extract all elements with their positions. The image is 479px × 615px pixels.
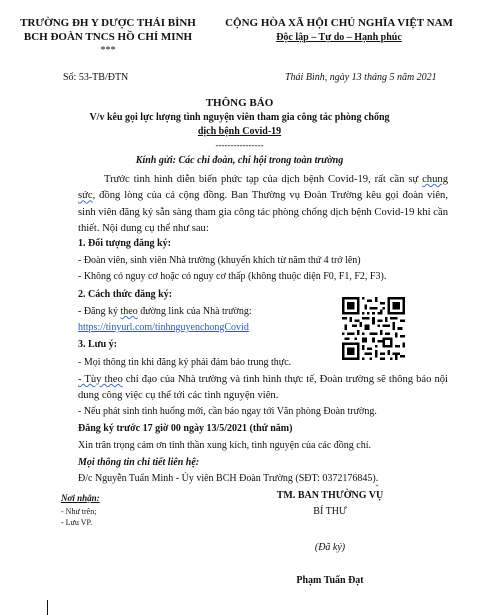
thanks-line: Xin trân trọng cảm ơn tinh thần xung kích, tình nguyện của các đồng chí. (78, 440, 371, 451)
section-1-title: 1. Đối tượng đăng ký: (78, 238, 171, 249)
subject-line-1: V/v kêu gọi lực lượng tình nguyện viên tham gia công tác phòng chống (89, 112, 390, 123)
section-3-item-1: - Mọi thông tin khi đăng ký phải đảm bảo trung thực. (78, 357, 292, 368)
section-1-item-2: - Không có nguy cơ hoặc có nguy cơ thấp (không thuộc diện F0, F1, F2, F3). (78, 271, 387, 282)
section-3-item-2: - Tùy theo chỉ đạo của Nhà trường và tình hình thực tế, Đoàn trường sẽ thông báo nội dung công việc cụ thể tới các tình nguyện viên. (78, 374, 449, 402)
section-2-item: - Đăng ký theo đường link của Nhà trường: (78, 306, 252, 317)
recipient-item: - Lưu VP. (61, 518, 93, 527)
recipient-item: - Như trên; (61, 507, 97, 516)
margin-marker (47, 600, 48, 615)
contact-info: Đ/c Nguyễn Tuấn Minh - Ủy viên BCH Đoàn Trường (SĐT: 0372176845). (78, 473, 379, 484)
signed-mark: (Đã ký) (314, 542, 346, 553)
document-number: Số: 53-TB/ĐTN (63, 72, 129, 83)
stars: *** (100, 45, 116, 56)
signature-org: TM. BAN THƯỜNG VỤ (276, 490, 384, 501)
intro-paragraph: Trước tình hình diễn biến phức tạp của dịch bệnh Covid-19, rất cần sự chung sức, đồng lòng của cả cộng đồng. Ban Thường vụ Đoàn Trường kêu gọi đoàn viên, sinh viên đăng ký sẵn sàng tham gia công tác phòng chống dịch bệnh Covid-19 khi cần thiết. Nội dung cụ thể như sau: (78, 174, 448, 234)
section-3-item-3: - Nếu phát sinh tình huống mới, cần báo ngay tới Văn phòng Đoàn trường. (78, 406, 377, 417)
qr-code (342, 297, 405, 360)
registration-link[interactable]: https://tinyurl.com/tinhnguyenchongCovid (78, 322, 249, 333)
national-title: CỘNG HÒA XÃ HỘI CHỦ NGHĨA VIỆT NAM (225, 17, 453, 29)
union-name: BCH ĐOÀN TNCS HỒ CHÍ MINH (23, 31, 193, 43)
salutation: Kính gửi: Các chi đoàn, chi hội trong toàn trường (135, 155, 344, 166)
national-motto: Độc lập – Tự do – Hạnh phúc (276, 32, 402, 43)
registration-deadline: Đăng ký trước 17 giờ 00 ngày 13/5/2021 (thứ năm) (78, 423, 293, 434)
section-1-item-1: - Đoàn viên, sinh viên Nhà trường (khuyến khích từ năm thứ 4 trở lên) (78, 255, 361, 266)
recipients-title: Nơi nhận: (61, 493, 100, 503)
section-2-title: 2. Cách thức đăng ký: (78, 289, 173, 300)
title-divider: ---------------- (215, 140, 264, 150)
school-name: TRƯỜNG ĐH Y DƯỢC THÁI BÌNH (20, 17, 196, 29)
contact-title: Mọi thông tin chi tiết liên hệ: (78, 457, 200, 468)
section-3-title: 3. Lưu ý: (78, 339, 118, 350)
subject-line-2: dịch bệnh Covid-19 (197, 126, 282, 137)
signer-name: Phạm Tuấn Đạt (296, 575, 364, 586)
place-date: Thái Bình, ngày 13 tháng 5 năm 2021 (285, 72, 437, 83)
document-title: THÔNG BÁO (205, 97, 274, 109)
signature-role: BÍ THƯ (313, 506, 347, 517)
